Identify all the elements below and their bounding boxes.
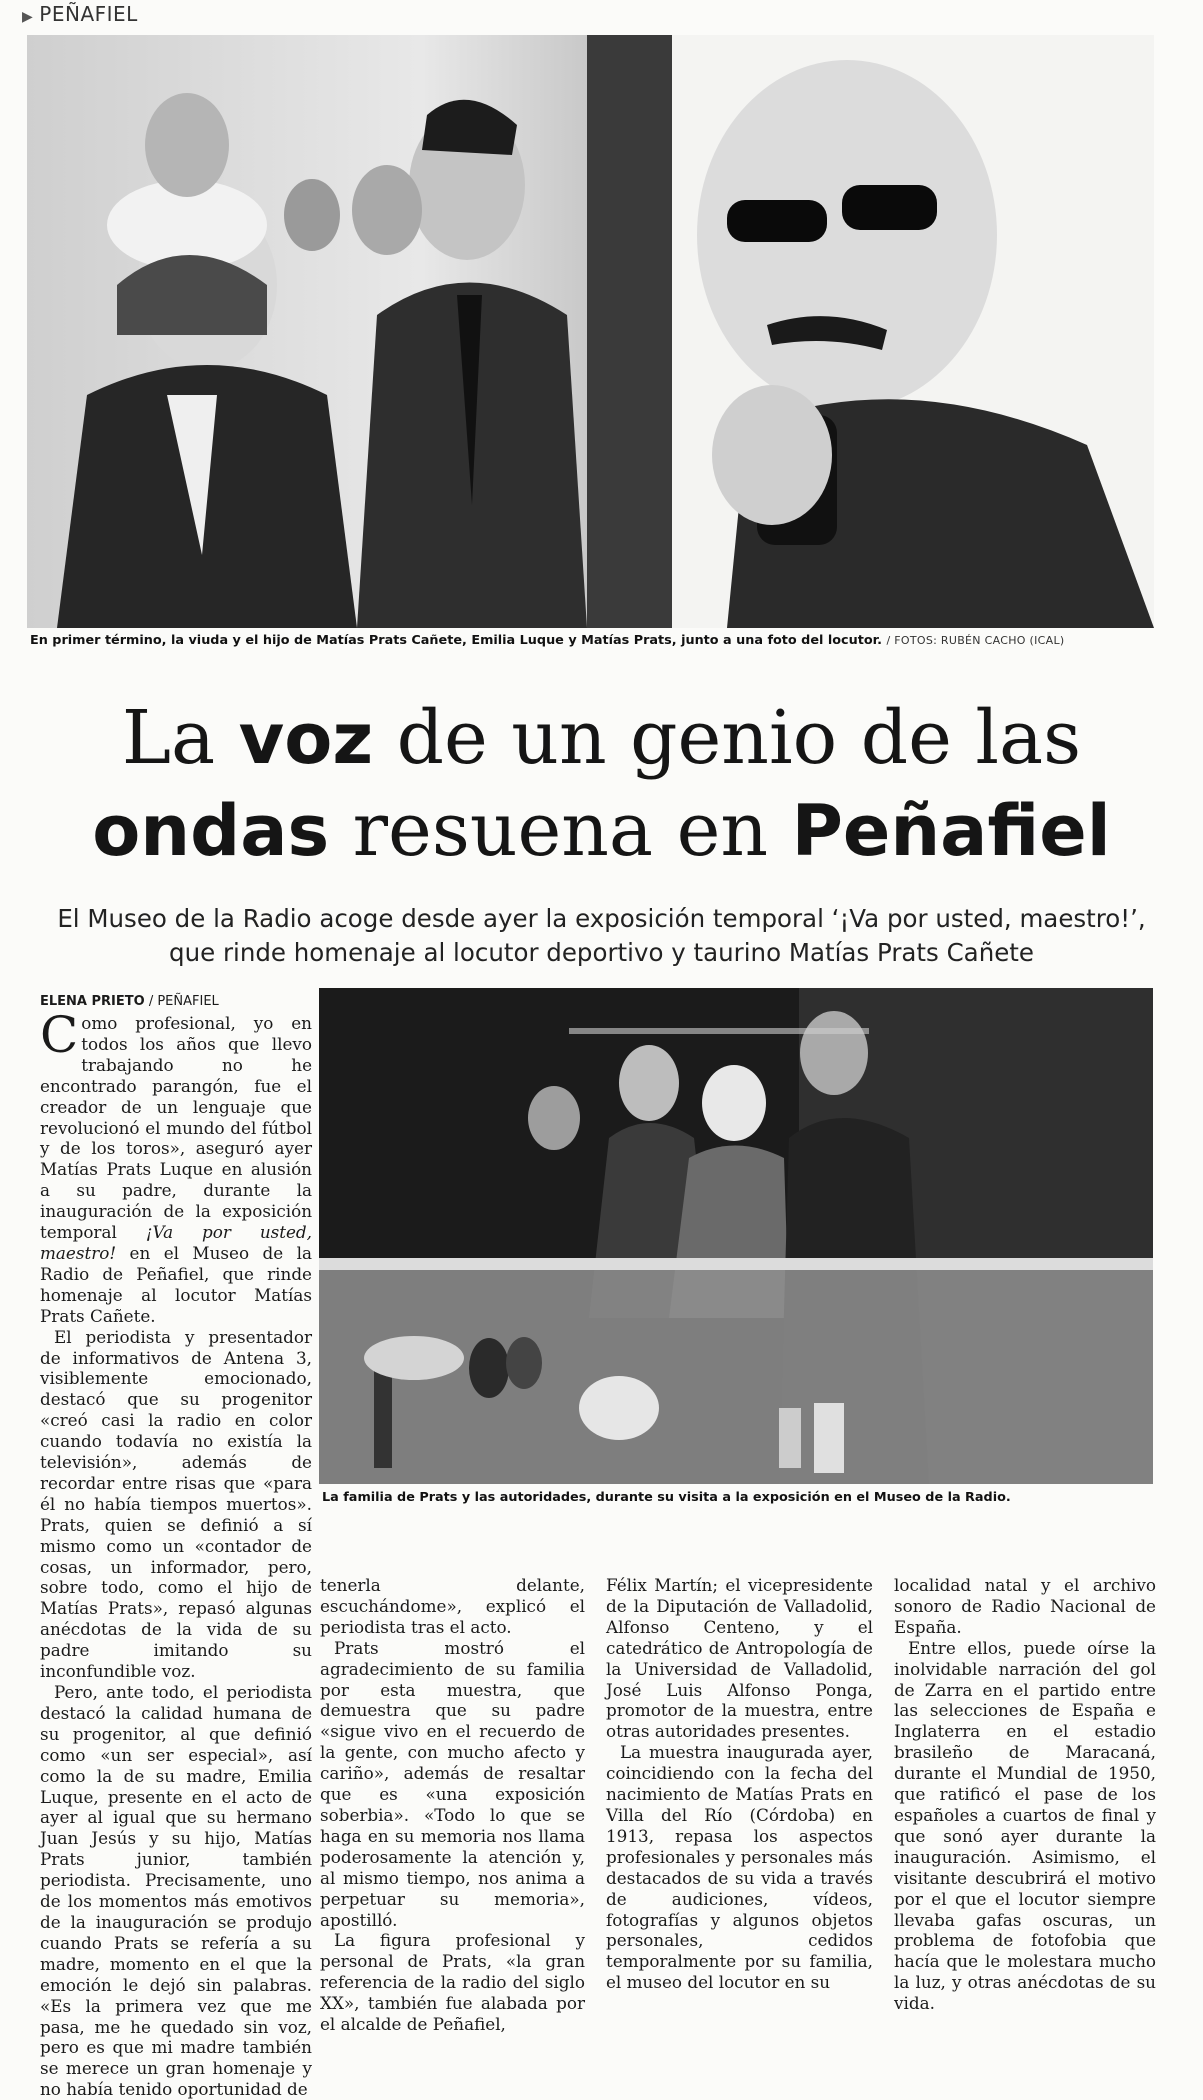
paragraph: Pero, ante todo, el periodista destacó la calidad humana de su progenitor, al que definió como «un ser especial», así como la de su madre, Emilia Luque, presente en el acto de ayer al igual que su hermano Juan Jesús y su hijo, Matías Prats junior, también periodista. Precisamente, uno de los momentos más emotivos de la inauguración se produjo cuando Prats se refería a su madre, momento en el que la emoción le dejó sin palabras. «Es la primera vez que me pasa, me he quedado sin voz, pero es que mi madre también se merece un gran homenaje y no había tenido oportunidad de <box>40 1682 312 2100</box>
caption-bottom: La familia de Prats y las autoridades, durante su visita a la exposición en el Museo de la Radio. <box>322 1490 1011 1505</box>
paragraph: localidad natal y el archivo sonoro de Radio Nacional de España. <box>894 1575 1156 1637</box>
paragraph-text: en el Museo de la Radio de Peñafiel, que rinde homenaje al locutor Matías Prats Cañete. <box>40 1242 312 1326</box>
article-column-3 <box>606 1575 873 1993</box>
paragraph <box>40 1006 312 1327</box>
headline-text: de un genio de las <box>373 695 1082 781</box>
section-label: PEÑAFIEL <box>39 2 138 26</box>
article-column-1 <box>40 1006 312 2100</box>
exhibition-title: ¡Va por usted, maestro! <box>40 1222 312 1263</box>
subhead-line-1: El Museo de la Radio acoge desde ayer la exposición temporal ‘¡Va por usted, maestro!’, <box>57 904 1146 933</box>
byline-author: ELENA PRIETO <box>40 994 145 1009</box>
photo-illustration <box>27 35 1154 628</box>
paragraph: La figura profesional y personal de Prats, «la gran referencia de la radio del siglo XX», también fue alabada por el alcalde de Peñafiel, <box>320 1930 585 2035</box>
section-tag <box>22 2 138 26</box>
paragraph: tenerla delante, escuchándome», explicó el periodista tras el acto. <box>320 1575 585 1637</box>
paragraph: Entre ellos, puede oírse la inolvidable narración del gol de Zarra en el partido entre las selecciones de España e Inglaterra en el estadio brasileño de Maracaná, durante el Mundial de 1950, que ratificó el pase de los españoles a cuartos de final y que sonó ayer durante la inauguración. Asimismo, el visitante descubrirá el motivo por el que el locutor siempre llevaba gafas oscuras, un problema de fotofobia que hacía que le molestara mucho la luz, y otras anécdotas de su vida. <box>894 1637 1156 2014</box>
drop-cap: C <box>40 1006 79 1064</box>
photo-exhibition-visitors <box>27 35 1154 628</box>
headline-text: resuena en <box>329 787 792 873</box>
headline-bold: Peñafiel <box>791 790 1111 872</box>
headline-line-1 <box>0 695 1203 782</box>
byline-place: / PEÑAFIEL <box>148 994 219 1009</box>
paragraph: El periodista y presentador de informativos de Antena 3, visiblemente emocionado, destacó que su progenitor «creó casi la radio en color cuando todavía no existía la televisión», además de recordar entre risas que «para él no había tiempos muertos». Prats, quien se definió a sí mismo como un «contador de cosas, un informador, pero, sobre todo, como el hijo de Matías Prats», repasó algunas anécdotas de la vida de su padre imitando su inconfundible voz. <box>40 1326 312 1682</box>
article-column-4 <box>894 1575 1156 2014</box>
paragraph-text: omo profesional, yo en todos los años que llevo trabajando no he encontrado parangón, fue el creador de un lenguaje que revolucionó el mundo del fútbol y de los toros», aseguró ayer Matías Prats Luque en alusión a su padre, durante la inauguración de la exposición temporal <box>40 1013 312 1243</box>
photo-credit: / FOTOS: RUBÉN CACHO (ICAL) <box>886 634 1065 647</box>
triangle-icon: ▶ <box>22 9 34 25</box>
headline-line-2 <box>0 787 1203 874</box>
subhead-line-2: que rinde homenaje al locutor deportivo y taurino Matías Prats Cañete <box>169 938 1034 967</box>
caption-top-text: En primer término, la viuda y el hijo de Matías Prats Cañete, Emilia Luque y Matías Prats, junto a una foto del locutor. <box>30 633 882 648</box>
headline-bold: ondas <box>92 790 330 872</box>
paragraph: La muestra inaugurada ayer, coincidiendo con la fecha del nacimiento de Matías Prats en Villa del Río (Córdoba) en 1913, repasa los aspectos profesionales y personales más destacados de su vida a través de audiciones, vídeos, fotografías y algunos objetos personales, cedidos temporalmente por su familia, el museo del locutor en su <box>606 1742 873 1993</box>
photo-museum-visit <box>319 988 1153 1484</box>
headline-bold: voz <box>238 698 374 780</box>
photo-illustration <box>319 988 1153 1484</box>
caption-top <box>30 633 1065 648</box>
paragraph: Félix Martín; el vicepresidente de la Diputación de Valladolid, Alfonso Centeno, y el catedrático de Antropología de la Universidad de Valladolid, José Luis Alfonso Ponga, promotor de la muestra, entre otras autoridades presentes. <box>606 1575 873 1742</box>
headline-text: La <box>121 695 239 781</box>
article-column-2 <box>320 1575 585 2035</box>
paragraph: Prats mostró el agradecimiento de su familia por esta muestra, que demuestra que su padre «sigue vivo en el recuerdo de la gente, con mucho afecto y cariño», además de resaltar que es «una exposición soberbia». «Todo lo que se haga en su memoria nos llama poderosamente la atención y, al mismo tiempo, nos anima a perpetuar su memoria», apostilló. <box>320 1637 585 1930</box>
